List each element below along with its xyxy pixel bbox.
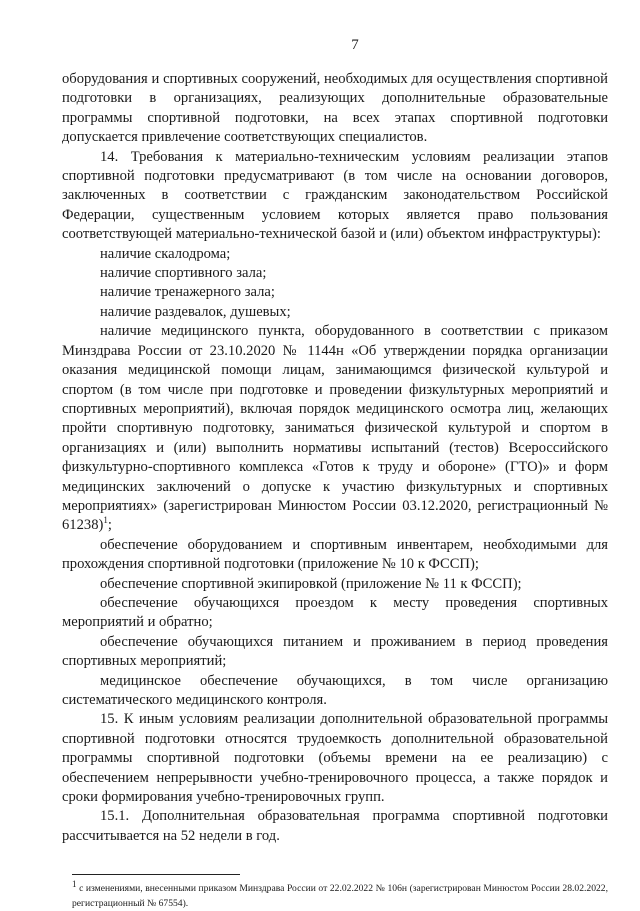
medical-point-end: ; <box>107 517 112 534</box>
list-item: обеспечение обучающихся питанием и проживанием в период проведения спортивных мероприятий; <box>62 633 608 670</box>
list-item: обеспечение оборудованием и спортивным инвентарем, необходимыми для прохождения спортивной подготовки (приложение № 10 к ФССП); <box>62 536 608 573</box>
list-item: обеспечение обучающихся проездом к месту проведения спортивных мероприятий и обратно; <box>62 594 608 631</box>
list-item-medical-point <box>62 322 608 535</box>
footnote-text: с изменениями, внесенными приказом Минздрава России от 22.02.2022 № 106н (зарегистрирован Минюстом России 28.02.2022, регистрационный № 67554). <box>72 883 608 910</box>
list-item: обеспечение спортивной экипировкой (приложение № 11 к ФССП); <box>100 575 522 592</box>
page-body <box>62 70 608 846</box>
paragraph-15: 15. К иным условиям реализации дополнительной образовательной программы спортивной подготовки относятся трудоемкость дополнительной образовательной программы спортивной подготовки (объемы времени на ее реализацию) с обеспечением непрерывности учебно-тренировочного процесса, а также порядок и сроки формирования учебно-тренировочных групп. <box>62 711 608 806</box>
list-item: наличие скалодрома; <box>100 245 231 262</box>
list-item: медицинское обеспечение обучающихся, в том числе организацию систематического медицинского контроля. <box>62 672 608 708</box>
footnote <box>72 881 608 911</box>
paragraph-continuation: оборудования и спортивных сооружений, необходимых для осуществления спортивной подготовки в организациях, реализующих дополнительные образовательные программы спортивной подготовки, на всех этапах спортивной подготовки допускается привлечение соответствующих специалистов. <box>62 71 608 146</box>
medical-point-text: наличие медицинского пункта, оборудованного в соответствии с приказом Минздрава России от 23.10.2020 № 1144н «Об утверждении порядка организации оказания медицинской помощи лицам, занимающимся физической культурой и спортом (в том числе при подготовке и проведении физкультурных мероприятий и спортивных мероприятий), включая порядок медицинского осмотра лиц, желающих пройти спортивную подготовку, заниматься физической культурой и спортом в организациях и (или) выполнить нормативы испытаний (тестов) Всероссийского физкультурно-спортивного комплекса «Готов к труду и обороне» (ГТО)» и форм медицинских заключений о допуске к участию физкультурных и спортивных мероприятиях» (зарегистрирован Минюстом России 03.12.2020, регистрационный № 61238) <box>62 323 608 534</box>
list-item: наличие спортивного зала; <box>100 265 267 282</box>
paragraph-14: 14. Требования к материально-техническим условиям реализации этапов спортивной подготовки предусматривают (в том числе на основании договоров, заключенных в соответствии с гражданским законодательством Российской Федерации, существенным условием которых является право пользования соответствующей материально-технической базой и (или) объектом инфраструктуры): <box>62 148 608 243</box>
list-item: наличие тренажерного зала; <box>100 284 275 301</box>
footnote-reference: 1 <box>103 515 108 526</box>
page-number: 7 <box>351 37 359 53</box>
list-item: наличие раздевалок, душевых; <box>100 303 291 320</box>
footnote-divider <box>72 874 240 875</box>
paragraph-15-1: 15.1. Дополнительная образовательная программа спортивной подготовки рассчитывается на 52 недели в год. <box>62 808 608 844</box>
footnote-marker: 1 <box>72 879 77 890</box>
